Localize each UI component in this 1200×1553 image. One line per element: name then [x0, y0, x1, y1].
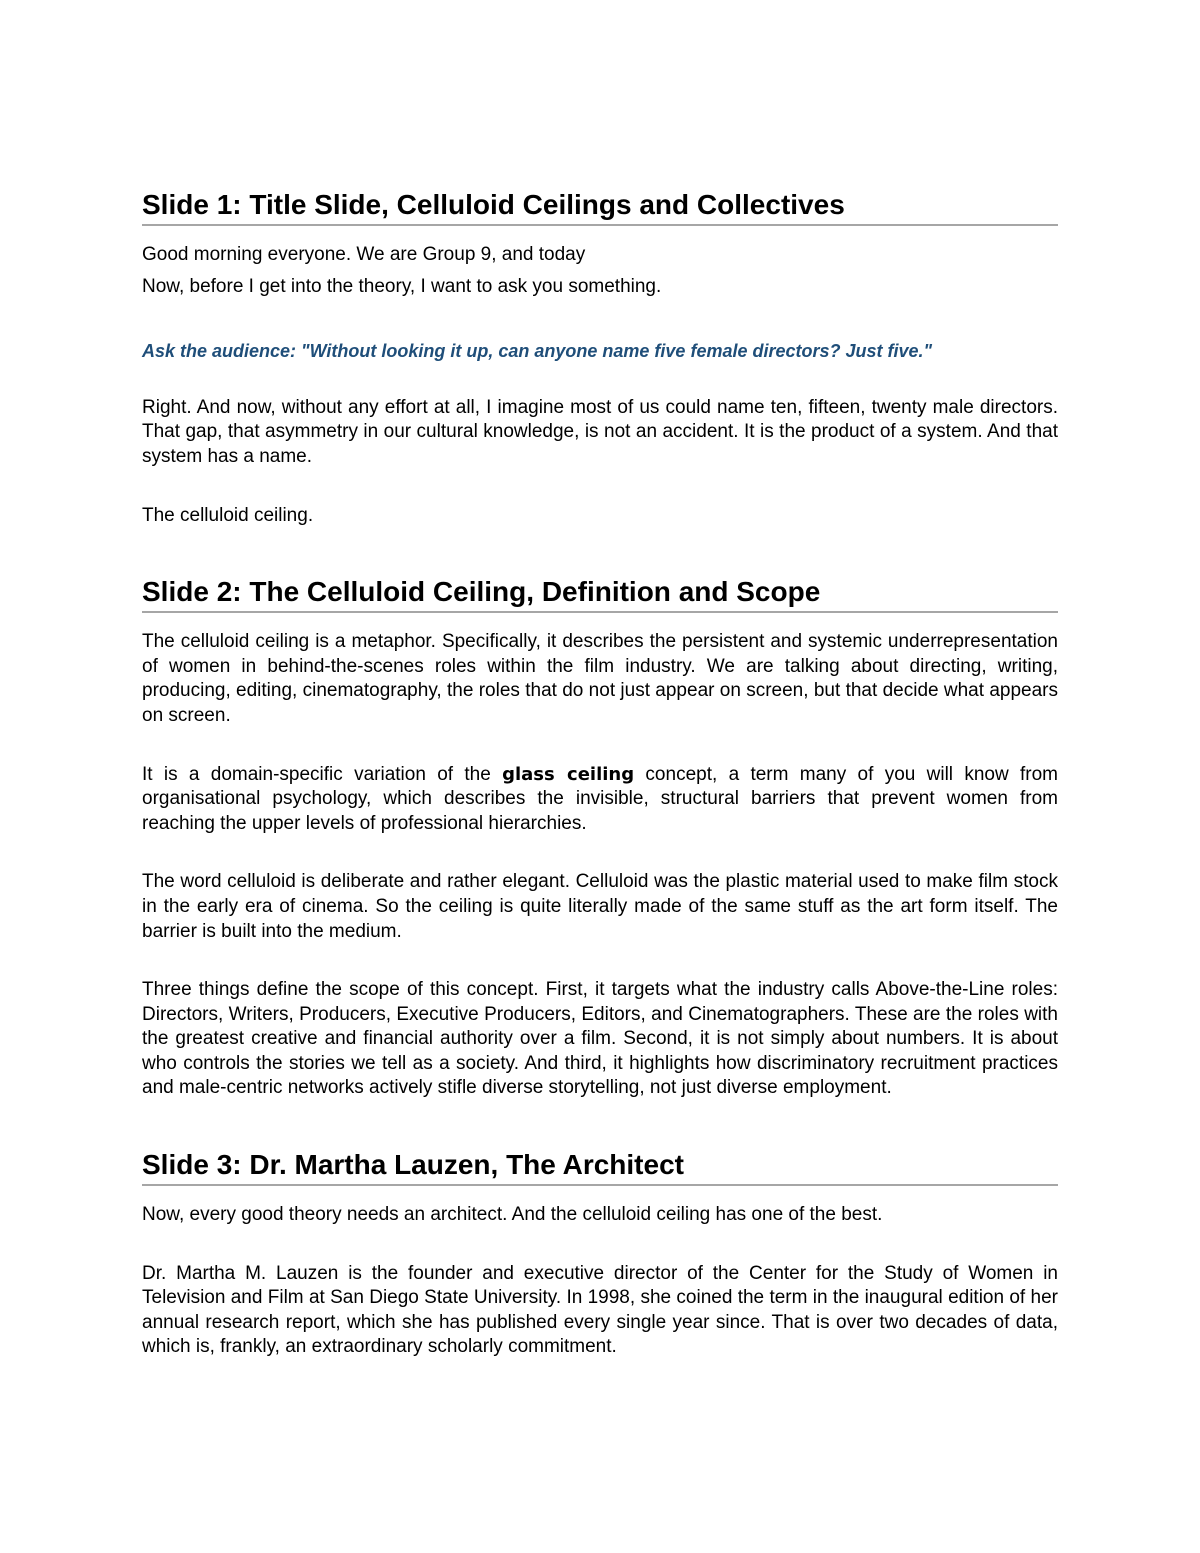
document-page — [142, 188, 1058, 1360]
glass-ceiling-term: glass ceiling — [502, 763, 635, 785]
slide-2-paragraph-2 — [142, 763, 1058, 837]
slide-2-paragraph-1: The celluloid ceiling is a metaphor. Specifically, it describes the persistent and systemic underrepresentation of women in behind-the-scenes roles within the film industry. We are talking about directing, writing, producing, editing, cinematography, the roles that do not just appear on screen, but that decide what appears on screen. — [142, 631, 1058, 726]
slide-1-paragraph-1: Good morning everyone. We are Group 9, and today — [142, 244, 586, 265]
slide-1-audience-cue: Ask the audience: "Without looking it up, can anyone name five female directors? Just five." — [142, 341, 933, 362]
slide-2-paragraph-4: Three things define the scope of this concept. First, it targets what the industry calls Above-the-Line roles: Directors, Writers, Producers, Executive Producers, Editors, and Cinematographers. These are the roles with the greatest creative and financial authority over a film. Second, it is not simply about numbers. It is about who controls the stories we tell as a society. And third, it highlights how discriminatory recruitment practices and male-centric networks actively stifle diverse storytelling, not just diverse employment. — [142, 979, 1058, 1099]
slide-3-heading: Slide 3: Dr. Martha Lauzen, The Architect — [142, 1148, 1058, 1186]
slide-2-heading: Slide 2: The Celluloid Ceiling, Definition and Scope — [142, 575, 1058, 613]
slide-3-paragraph-2: Dr. Martha M. Lauzen is the founder and executive director of the Center for the Study of Women in Television and Film at San Diego State University. In 1998, she coined the term in the inaugural edition of her annual research report, which she has published every single year since. That is over two decades of data, which is, frankly, an extraordinary scholarly commitment. — [142, 1262, 1058, 1358]
slide-1-paragraph-4: The celluloid ceiling. — [142, 504, 314, 526]
slide-2-paragraph-3: The word celluloid is deliberate and rather elegant. Celluloid was the plastic material used to make film stock in the early era of cinema. So the ceiling is quite literally made of the same stuff as the art form itself. The barrier is built into the medium. — [142, 871, 1058, 942]
slide-1-section — [142, 188, 1058, 528]
slide-1-paragraph-2: Now, before I get into the theory, I want to ask you something. — [142, 275, 662, 297]
slide-2-paragraph-2-end: concept, a term many of you will know from organisational psychology, which describes the invisible, structural barriers that prevent women from reaching the upper levels of professional hierarchies. — [142, 763, 1058, 834]
slide-1-heading: Slide 1: Title Slide, Celluloid Ceilings and Collectives — [142, 188, 1058, 226]
slide-2-section — [142, 575, 1058, 1101]
slide-2-paragraph-2-start: It is a domain-specific variation of the — [142, 763, 503, 785]
slide-1-paragraph-3: Right. And now, without any effort at all, I imagine most of us could name ten, fifteen, twenty male directors. That gap, that asymmetry in our cultural knowledge, is not an accident. It is the product of a system. And that system has a name. — [142, 396, 1058, 467]
slide-3-section — [142, 1148, 1058, 1360]
slide-3-paragraph-1: Now, every good theory needs an architect. And the celluloid ceiling has one of the best. — [142, 1204, 883, 1226]
